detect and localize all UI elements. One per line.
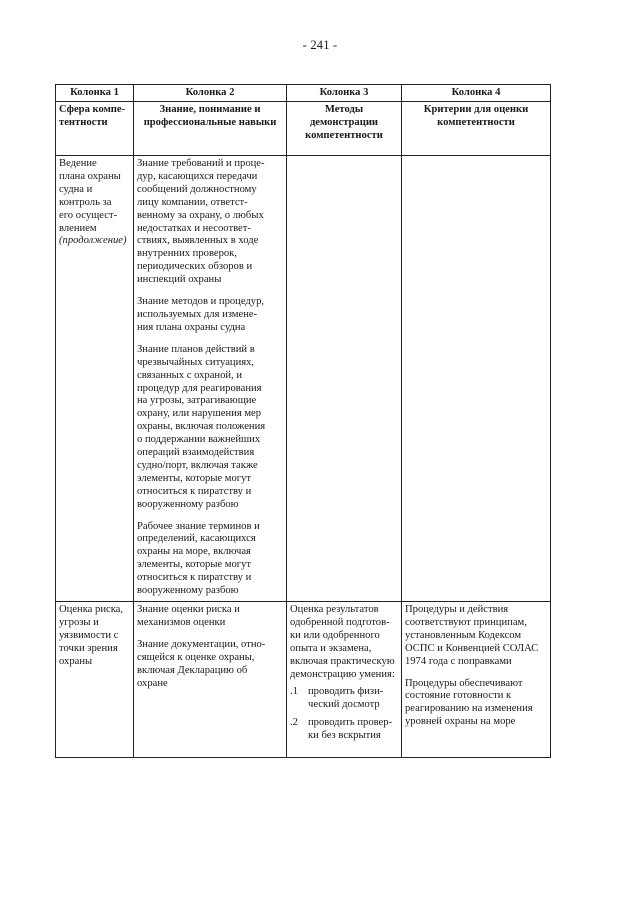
- methods-cell: [287, 602, 402, 758]
- column-header-row: [56, 85, 551, 102]
- sub-header-criteria: Критерии для оценки компетентности: [402, 102, 551, 156]
- knowledge-paragraph: Знание оценки риска и механизмов оценки: [137, 604, 240, 628]
- column-header: Колонка 3: [287, 85, 402, 102]
- criteria-cell: [402, 156, 551, 602]
- table-row: [56, 156, 551, 602]
- list-text: проводить физи- ческий досмотр: [308, 686, 384, 711]
- sub-header-competence: Сфера компе- тентности: [56, 102, 134, 156]
- sub-header-knowledge: Знание, понимание и профессиональные навыки: [134, 102, 287, 156]
- criteria-paragraph: Процедуры обеспечивают состояние готовности к реагированию на изменения уровней охраны на море: [405, 677, 533, 728]
- competence-text: Ведение плана охраны судна и контроль за его осущест- влением: [59, 158, 121, 234]
- page-number: - 241 -: [302, 38, 338, 52]
- competence-text: Оценка риска, угрозы и уязвимости с точки зрения охраны: [59, 604, 124, 667]
- competence-cell: [56, 156, 134, 602]
- column-header: Колонка 4: [402, 85, 551, 102]
- table-row: [56, 602, 551, 758]
- knowledge-paragraph: Знание документации, отно- сящейся к оценке охраны, включая Декларацию об охране: [137, 638, 266, 689]
- knowledge-paragraph: Рабочее знание терминов и определений, касающихся охраны на море, включая элементы, которые могут относиться к пиратству и вооруженному разбою: [137, 520, 260, 597]
- knowledge-paragraph: Знание методов и процедур, используемых для измене- ния плана охраны судна: [137, 296, 265, 333]
- list-item: [290, 686, 398, 712]
- list-number: .2: [290, 717, 298, 729]
- list-number: .1: [290, 686, 298, 698]
- column-header: Колонка 2: [134, 85, 287, 102]
- list-item: [290, 717, 398, 743]
- knowledge-paragraph: Знание планов действий в чрезвычайных ситуациях, связанных с охраной, и процедур для реагирования на угрозы, затрагивающие охрану, или нарушения мер охраны, включая положения о поддержании важнейших операций взаимодействия судно/порт, включая также элементы, которые могут относиться к пиратству и вооруженному разбою: [137, 343, 266, 510]
- methods-intro: Оценка результатов одобренной подготов- ки или одобренного опыта и экзамена, включая практическую демонстрацию умения:: [290, 604, 395, 680]
- criteria-cell: [402, 602, 551, 758]
- competence-table: [55, 84, 551, 758]
- methods-cell: [287, 156, 402, 602]
- knowledge-paragraph: Знание требований и проце- дур, касающихся передачи сообщений должностному лицу компании, ответст- венному за охрану, о любых недостатках и несоответ- ствиях, выявленных в ходе внутренних проверок, периодических обзоров и инспекций охраны: [137, 158, 265, 286]
- continuation-note: (продолжение): [59, 235, 127, 247]
- criteria-paragraph: Процедуры и действия соответствуют принципам, установленным Кодексом ОСПС и Конвенцией СОЛАС 1974 года с поправками: [405, 604, 539, 667]
- knowledge-cell: [134, 156, 287, 602]
- sub-header-methods: Методы демонстрации компетентности: [287, 102, 402, 156]
- column-header: Колонка 1: [56, 85, 134, 102]
- knowledge-cell: [134, 602, 287, 758]
- competence-cell: [56, 602, 134, 758]
- list-text: проводить провер- ки без вскрытия: [308, 717, 393, 742]
- sub-header-row: [56, 102, 551, 156]
